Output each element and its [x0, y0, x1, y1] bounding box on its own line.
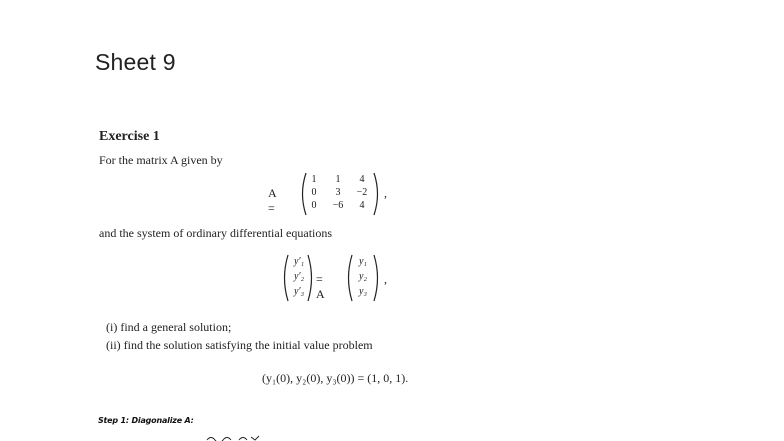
matrix-cell: 4	[359, 200, 365, 211]
matrix-label: A =	[268, 186, 277, 215]
handwriting-scribble-icon	[205, 434, 265, 441]
equals-a: = A	[316, 272, 325, 301]
matrix-cell: 3	[335, 187, 341, 198]
matrix-cell: 4	[359, 174, 365, 185]
matrix-suffix: ,	[384, 186, 387, 200]
vector-entry: y₂	[359, 271, 367, 282]
vector-entry: y′₃	[293, 286, 305, 297]
vector-entry: y′₂	[293, 271, 305, 282]
vector-entry: y₃	[359, 286, 367, 297]
vector-entry: y′₁	[293, 256, 305, 267]
system-intro: and the system of ordinary differential equations	[99, 226, 333, 240]
right-paren-icon	[372, 172, 382, 216]
initial-condition: (y₁(0), y₂(0), y₃(0)) = (1, 0, 1).	[262, 371, 409, 385]
matrix-cell: −6	[332, 200, 344, 211]
matrix-cell: 0	[311, 200, 317, 211]
task-item: (ii) find the solution satisfying the initial value problem	[106, 338, 373, 352]
matrix-cell: 0	[311, 187, 317, 198]
handwritten-note: Step 1: Diagonalize A:	[98, 416, 194, 425]
task-item: (i) find a general solution;	[106, 320, 232, 334]
matrix-cell: −2	[356, 187, 368, 198]
right-paren-icon	[372, 254, 382, 302]
exercise-intro: For the matrix A given by	[99, 153, 223, 167]
system-suffix: ,	[384, 272, 387, 286]
matrix-a	[300, 172, 378, 216]
matrix-cell: 1	[311, 174, 317, 185]
vector-entry: y₁	[359, 256, 367, 267]
matrix-cell: 1	[335, 174, 341, 185]
exercise-title: Exercise 1	[99, 129, 160, 144]
right-paren-icon	[306, 254, 316, 302]
slide-title: Sheet 9	[95, 49, 176, 75]
